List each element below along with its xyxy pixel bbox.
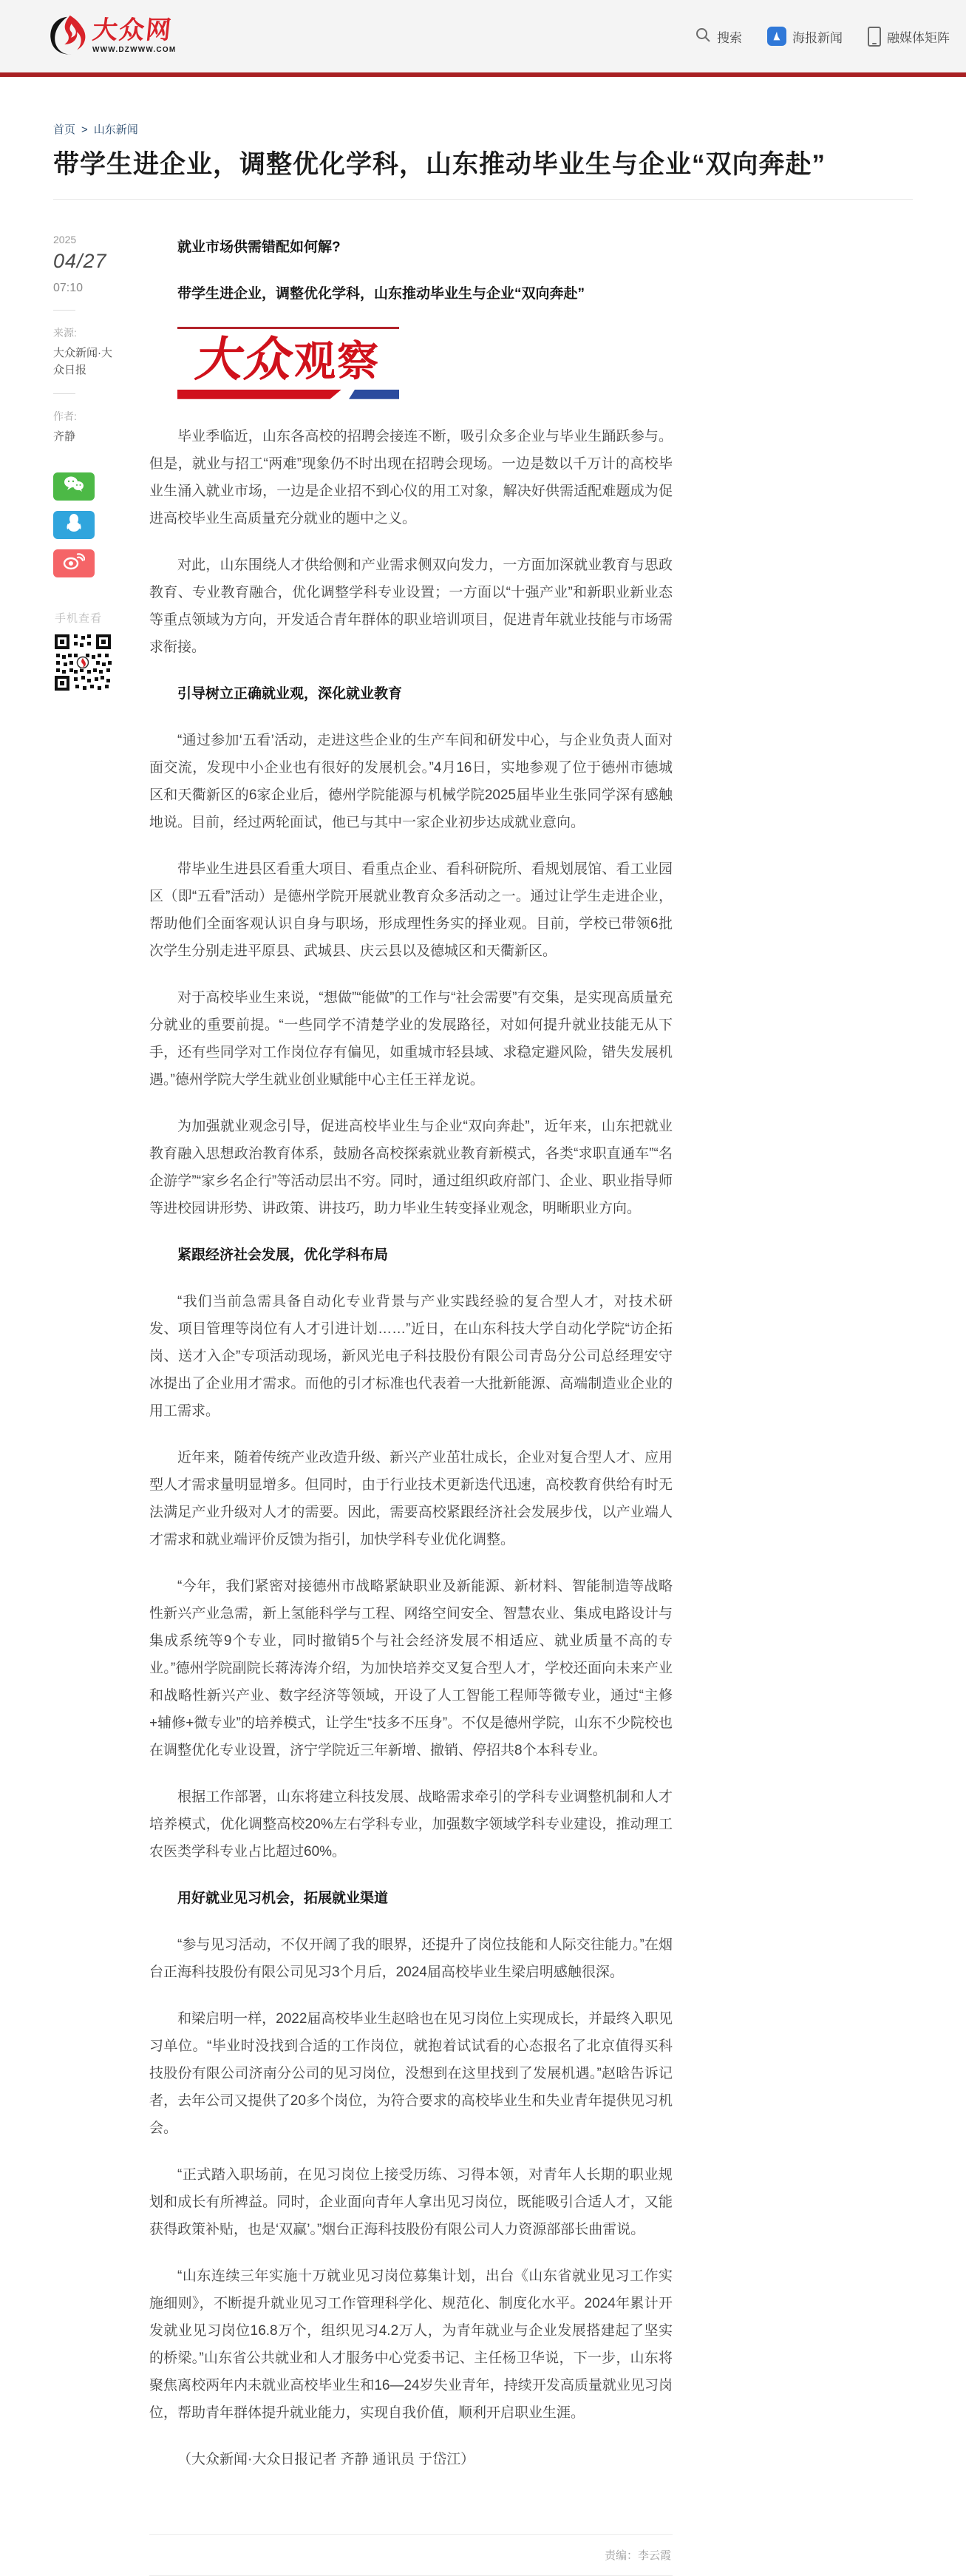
- banner-dazhong-text: 大众: [191, 333, 299, 386]
- breadcrumb: [53, 121, 966, 137]
- article-content: [149, 234, 673, 2492]
- share-buttons: [53, 472, 149, 577]
- article-footer: [149, 2534, 673, 2576]
- article-paragraph: 对此，山东围绕人才供给侧和产业需求侧双向发力，一方面加深就业教育与思政教育、专业教育融合，优化调整学科专业设置；一方面以“十强产业”和新职业新业态等重点领域为方向，开发适合青年群体的职业培训项目，促进青年就业技能与市场需求衔接。: [149, 557, 673, 655]
- main-area: [0, 234, 966, 2492]
- author-label: 作者:: [53, 410, 77, 423]
- search-label: 搜索: [717, 30, 742, 45]
- article-lead: [149, 234, 673, 308]
- flame-logo-icon: [47, 13, 88, 61]
- logo-cn-text: 大众网: [91, 17, 174, 44]
- section-heading: 引导树立正确就业观，深化就业教育: [177, 685, 403, 702]
- article-paragraph: （大众新闻·大众日报记者 齐静 通讯员 于岱江）: [177, 2451, 475, 2467]
- banner-guancha-text: 观察: [294, 337, 380, 384]
- header-tools: [695, 27, 950, 47]
- qr-code: [53, 633, 112, 692]
- publish-time: 07:10: [53, 281, 84, 294]
- meta-divider: [53, 393, 75, 394]
- article-body: [149, 423, 673, 2473]
- breadcrumb-section-link[interactable]: 山东新闻: [93, 123, 138, 136]
- wechat-icon: [63, 475, 85, 497]
- haibao-news-label: 海报新闻: [792, 30, 843, 45]
- publish-year: 2025: [53, 233, 77, 245]
- article-paragraph: “今年，我们紧密对接德州市战略紧缺职业及新能源、新材料、智能制造等战略性新兴产业急需，新上氢能科学与工程、网络空间安全、智慧农业、集成电路设计与集成系统等9个专业，同时撤销5个与社会经济发展不相适应、就业质量不高的专业。”德州学院副院长蒋涛涛介绍，为加快培养交叉复合型人才，学校还面向未来产业和战略性新兴产业、数字经济等领域，开设了人工智能工程师等微专业，通过“主修+辅修+微专业”的培养模式，让学生“技多不压身”。不仅是德州学院，山东不少院校也在调整优化专业设置，济宁学院近三年新增、撤销、停招共8个本科专业。: [149, 1578, 673, 1758]
- article-paragraph: 就业市场供需错配如何解?: [177, 239, 341, 255]
- title-divider: [53, 199, 913, 200]
- editor-credit: 责编：李云霞: [604, 2549, 671, 2562]
- dazhong-guancha-banner: [177, 327, 399, 399]
- article-paragraph: 带学生进企业，调整优化学科，山东推动毕业生与企业“双向奔赴”: [177, 285, 585, 302]
- source-value: 大众新闻·大众日报: [53, 346, 112, 376]
- article-paragraph: 近年来，随着传统产业改造升级、新兴产业茁壮成长，企业对复合型人才、应用型人才需求量明显增多。但同时，由于行业技术更新迭代迅速，高校教育供给有时无法满足产业升级对人才的需要。因此，需要高校紧跟经济社会发展步伐，以产业端人才需求和就业端评价反馈为指引，加快学科专业优化调整。: [149, 1449, 673, 1548]
- article-paragraph: 对于高校毕业生来说，“想做”“能做”的工作与“社会需要”有交集，是实现高质量充分就业的重要前提。“一些同学不清楚学业的发展路径，对如何提升就业技能无从下手，还有些同学对工作岗位存有偏见，如重城市轻县域、求稳定避风险，错失发展机遇。”德州学院大学生就业创业赋能中心主任王祥龙说。: [149, 989, 673, 1088]
- haibao-news-icon: [767, 27, 786, 46]
- media-matrix-label: 融媒体矩阵: [887, 30, 950, 45]
- source-label: 来源:: [53, 326, 77, 339]
- section-heading: 用好就业见习机会，拓展就业渠道: [177, 1890, 389, 1906]
- qq-icon: [65, 513, 83, 536]
- search-icon: [695, 27, 711, 47]
- share-qq-button[interactable]: [53, 511, 95, 539]
- section-heading: 紧跟经济社会发展，优化学科布局: [177, 1247, 389, 1263]
- breadcrumb-separator: >: [81, 123, 88, 136]
- weibo-icon: [63, 552, 85, 574]
- phone-icon: [868, 27, 881, 47]
- site-header: [0, 0, 966, 77]
- site-logo[interactable]: [47, 13, 176, 61]
- search-button[interactable]: [695, 27, 742, 47]
- share-wechat-button[interactable]: [53, 472, 95, 501]
- article-paragraph: “通过参加‘五看’活动，走进这些企业的生产车间和研发中心，与企业负责人面对面交流，发现中小企业也有很好的发展机会。”4月16日，实地参观了位于德州市德城区和天衢新区的6家企业后，德州学院能源与机械学院2025届毕业生张同学深有感触地说。目前，经过两轮面试，他已与其中一家企业初步达成就业意向。: [149, 732, 673, 830]
- article-paragraph: “正式踏入职场前，在见习岗位上接受历练、习得本领，对青年人长期的职业规划和成长有所裨益。同时，企业面向青年人拿出见习岗位，既能吸引合适人才，又能获得政策补贴，也是‘双赢’。”烟台正海科技股份有限公司人力资源部部长曲雷说。: [149, 2166, 673, 2237]
- breadcrumb-home-link[interactable]: 首页: [53, 123, 76, 136]
- meta-divider: [53, 310, 75, 311]
- article-paragraph: 毕业季临近，山东各高校的招聘会接连不断，吸引众多企业与毕业生踊跃参与。但是，就业与招工“两难”现象仍不时出现在招聘会现场。一边是数以千万计的高校毕业生涌入就业市场，一边是企业招不到心仪的用工对象，解决好供需适配难题成为促进高校毕业生高质量充分就业的题中之义。: [149, 428, 673, 526]
- article-meta-sidebar: [53, 234, 149, 692]
- article-paragraph: 根据工作部署，山东将建立科技发展、战略需求牵引的学科专业调整机制和人才培养模式，优化调整高校20%左右学科专业，加强数字领域学科专业建设，推动理工农医类学科专业占比超过60%。: [149, 1789, 673, 1860]
- article-paragraph: 和梁启明一样，2022届高校毕业生赵晗也在见习岗位上实现成长，并最终入职见习单位。“毕业时没找到合适的工作岗位，就抱着试试看的心态报名了北京值得买科技股份有限公司济南分公司的见习岗位，没想到在这里找到了发展机遇。”赵晗告诉记者，去年公司又提供了20多个岗位，为符合要求的高校毕业生和失业青年提供见习机会。: [149, 2010, 673, 2136]
- media-matrix-link[interactable]: [868, 27, 950, 47]
- banner-ribbon: [177, 390, 399, 399]
- haibao-news-link[interactable]: [767, 27, 843, 46]
- article-paragraph: 为加强就业观念引导，促进高校毕业生与企业“双向奔赴”，近年来，山东把就业教育融入思想政治教育体系，鼓励各高校探索就业教育新模式，各类“求职直通车”“名企游学”“家乡名企行”等活动层出不穷。同时，通过组织政府部门、企业、职业指导师等进校园讲形势、讲政策、讲技巧，助力毕业生转变择业观念，明晰职业方向。: [149, 1118, 673, 1216]
- banner-ribbon-blue: [349, 390, 399, 399]
- article-paragraph: “参与见习活动，不仅开阔了我的眼界，还提升了岗位技能和人际交往能力。”在烟台正海科技股份有限公司见习3个月后，2024届高校毕业生梁启明感触很深。: [149, 1936, 673, 1980]
- article-paragraph: “我们当前急需具备自动化专业背景与产业实践经验的复合型人才，对技术研发、项目管理等岗位有人才引进计划……”近日，在山东科技大学自动化学院“访企拓岗、送才入企”专项活动现场，新风光电子科技股份有限公司青岛分公司总经理安守冰提出了企业用才需求。而他的引才标准也代表着一大批新能源、高端制造业企业的用工需求。: [149, 1293, 673, 1419]
- logo-url-text: WWW.DZWWW.COM: [92, 46, 177, 54]
- banner-ribbon-red: [177, 390, 341, 399]
- mobile-view-label: 手机查看: [55, 611, 103, 625]
- publish-date: 04/27: [53, 249, 107, 272]
- article-paragraph: 带毕业生进县区看重大项目、看重点企业、看科研院所、看规划展馆、看工业园区（即“五看”活动）是德州学院开展就业教育众多活动之一。通过让学生走进企业，帮助他们全面客观认识自身与职场，形成理性务实的择业观。目前，学校已带领6批次学生分别走进平原县、武城县、庆云县以及德城区和天衢新区。: [149, 861, 673, 959]
- author-value: 齐静: [53, 430, 76, 444]
- article-paragraph: “山东连续三年实施十万就业见习岗位募集计划，出台《山东省就业见习工作实施细则》，不断提升就业见习工作管理科学化、规范化、制度化水平。2024年累计开发就业见习岗位16.8万个，组织见习4.2万人，为青年就业与企业发展搭建起了坚实的桥梁。”山东省公共就业和人才服务中心党委书记、主任杨卫华说，下一步，山东将聚焦离校两年内未就业高校毕业生和16—24岁失业青年，持续开发高质量就业见习岗位，帮助青年群体提升就业能力，实现自我价值，顺利开启职业生涯。: [149, 2268, 673, 2421]
- page-title: 带学生进企业，调整优化学科，山东推动毕业生与企业“双向奔赴”: [53, 150, 826, 179]
- share-weibo-button[interactable]: [53, 549, 95, 577]
